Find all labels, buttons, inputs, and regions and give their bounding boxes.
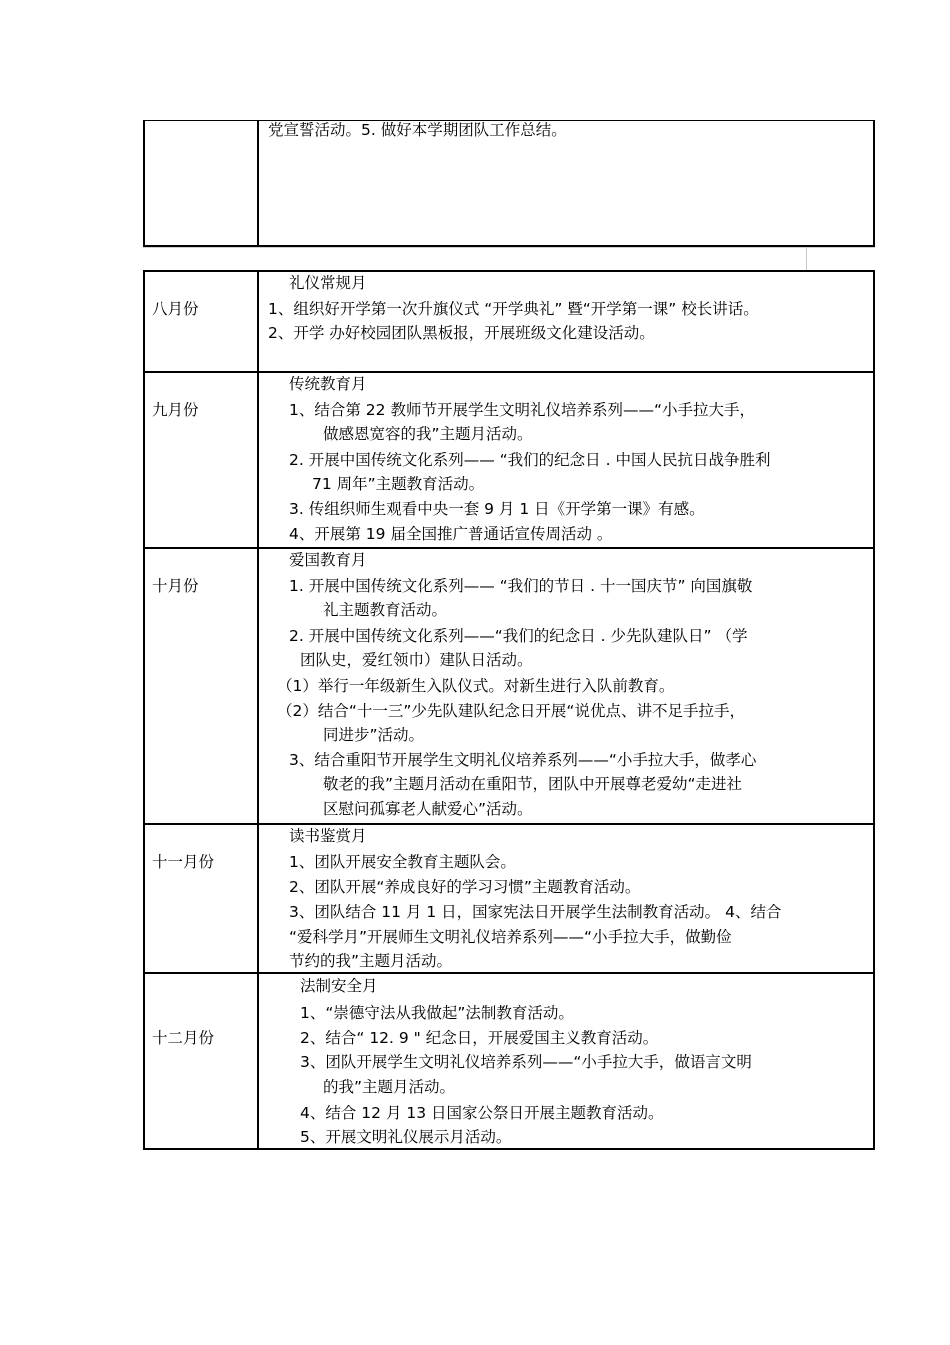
plan-line: 1、组织好开学第一次升旗仪式 “开学典礼” 暨“开学第一课” 校长讲话。: [268, 300, 759, 318]
plan-line: 区慰问孤寡老人献爱心”活动。: [323, 800, 533, 818]
plan-line: 4、结合 12 月 13 日国家公祭日开展主题教育活动。: [300, 1104, 664, 1122]
plan-line: 同进步”活动。: [323, 726, 425, 744]
plan-line: 3、团队开展学生文明礼仪培养系列——“小手拉大手，做语言文明: [300, 1053, 752, 1071]
top-table-right-border: [873, 120, 875, 247]
month-theme: 礼仪常规月: [289, 274, 367, 292]
plan-line: 敬老的我”主题月活动在重阳节，团队中开展尊老爱幼“走进社: [323, 775, 743, 793]
continuation-text: 党宣誓活动。5. 做好本学期团队工作总结。: [268, 121, 567, 139]
plan-line: （1）举行一年级新生入队仪式。对新生进行入队前教育。: [277, 677, 675, 695]
plan-line: 1、结合第 22 教师节开展学生文明礼仪培养系列——“小手拉大手，: [289, 401, 755, 419]
plan-line: “爱科学月”开展师生文明礼仪培养系列——“小手拉大手，做勤俭: [289, 928, 732, 946]
plan-line: 5、开展文明礼仪展示月活动。: [300, 1128, 512, 1146]
plan-line: 礼主题教育活动。: [323, 601, 448, 619]
month-theme: 读书鉴赏月: [289, 827, 367, 845]
spacer-rule: [806, 247, 807, 271]
table-top-border: [143, 270, 875, 272]
plan-line: 2. 开展中国传统文化系列—— “我们的纪念日 . 中国人民抗日战争胜利: [289, 451, 771, 469]
plan-line: 2、开学 办好校园团队黑板报，开展班级文化建设活动。: [268, 324, 655, 342]
month-label: 九月份: [152, 401, 199, 419]
plan-line: 3、团队结合 11 月 1 日，国家宪法日开展学生法制教育活动。 4、结合: [289, 903, 782, 921]
month-theme: 传统教育月: [289, 375, 367, 393]
table-left-border: [143, 270, 145, 1150]
plan-line: 71 周年”主题教育活动。: [312, 475, 485, 493]
top-table-divider: [257, 120, 259, 247]
row-divider-3: [143, 823, 875, 825]
month-label: 十一月份: [152, 853, 215, 871]
table-right-border: [873, 270, 875, 1150]
plan-line: 节约的我”主题月活动。: [289, 952, 453, 970]
plan-line: 1、团队开展安全教育主题队会。: [289, 853, 516, 871]
top-table-left-border: [143, 120, 145, 247]
month-label: 十二月份: [152, 1029, 215, 1047]
plan-line: （2）结合“十一三”少先队建队纪念日开展“说优点、讲不足手拉手，: [277, 702, 745, 720]
row-divider-2: [143, 547, 875, 549]
plan-line: 团队史，爱红领巾）建队日活动。: [300, 651, 533, 669]
spacer-top-rule: [143, 247, 875, 248]
plan-line: 3. 传组织师生观看中央一套 9 月 1 日《开学第一课》有感。: [289, 500, 705, 518]
plan-line: 的我”主题月活动。: [323, 1078, 456, 1096]
plan-line: 4、开展第 19 届全国推广普通话宣传周活动 。: [289, 525, 613, 543]
row-divider-1: [143, 371, 875, 373]
plan-line: 3、结合重阳节开展学生文明礼仪培养系列——“小手拉大手，做孝心: [289, 751, 757, 769]
plan-line: 做感恩宽容的我”主题月活动。: [323, 425, 533, 443]
plan-line: 2. 开展中国传统文化系列——“我们的纪念日 . 少先队建队日” （学: [289, 627, 748, 645]
month-label: 十月份: [152, 577, 199, 595]
month-theme: 爱国教育月: [289, 551, 367, 569]
plan-line: 1、“崇德守法从我做起”法制教育活动。: [300, 1004, 574, 1022]
table-column-divider: [257, 270, 259, 1150]
plan-line: 1. 开展中国传统文化系列—— “我们的节日 . 十一国庆节” 向国旗敬: [289, 577, 753, 595]
plan-line: 2、团队开展“养成良好的学习习惯”主题教育活动。: [289, 878, 641, 896]
plan-line: 2、结合“ 12. 9 " 纪念日，开展爱国主义教育活动。: [300, 1029, 659, 1047]
row-divider-4: [143, 972, 875, 974]
month-theme: 法制安全月: [300, 977, 378, 995]
month-label: 八月份: [152, 300, 199, 318]
table-bottom-border: [143, 1148, 875, 1150]
